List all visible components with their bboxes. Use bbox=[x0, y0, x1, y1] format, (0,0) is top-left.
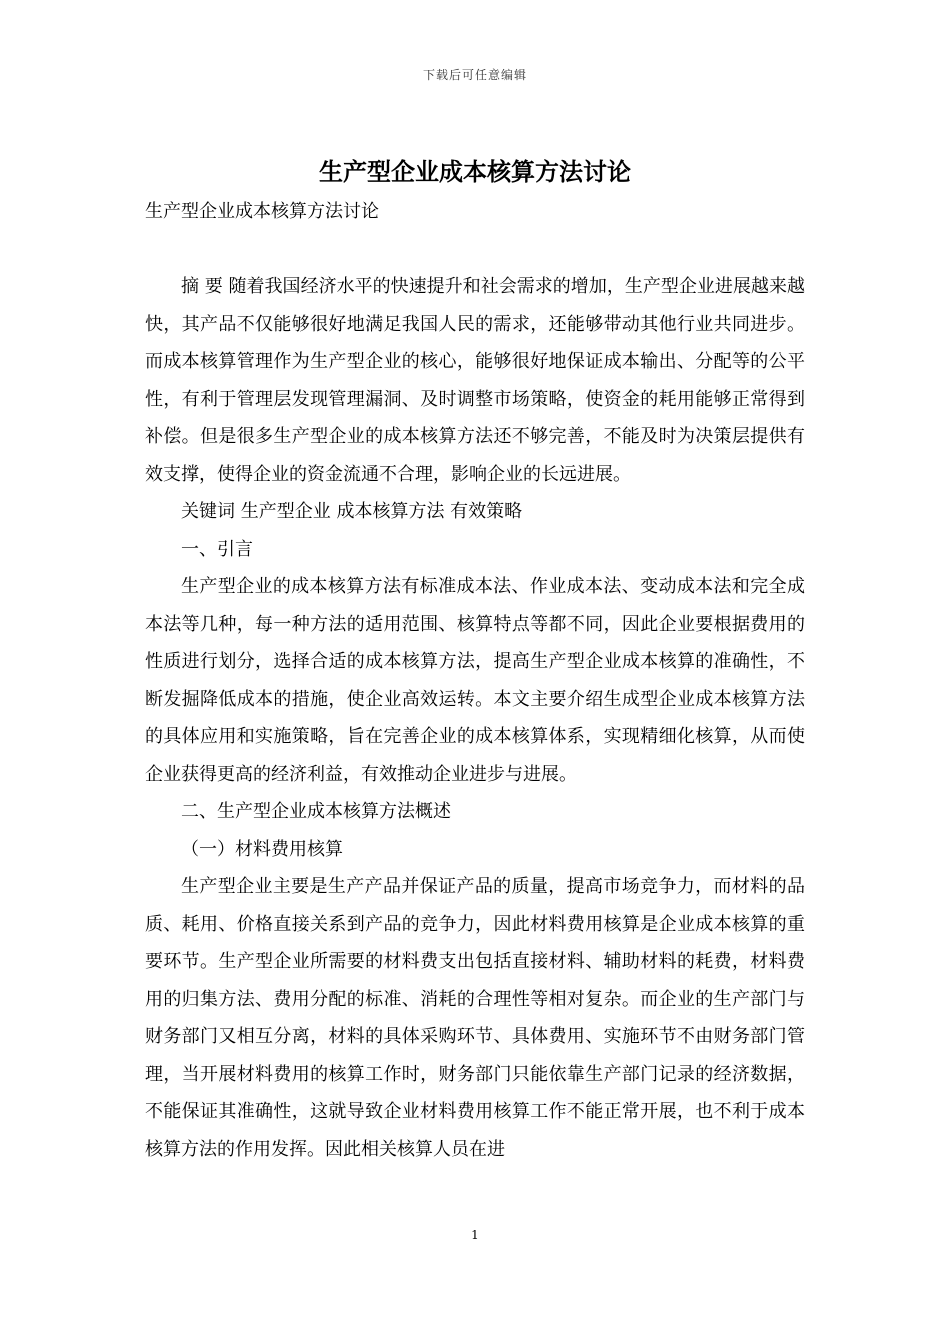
header-note: 下载后可任意编辑 bbox=[422, 68, 527, 82]
section-heading-introduction: 一、引言 bbox=[181, 538, 253, 560]
document-title: 生产型企业成本核算方法讨论 bbox=[319, 158, 631, 186]
material-cost-paragraph: 生产型企业主要是生产产品并保证产品的质量，提高市场竞争力，而材料的品质、耗用、价格直接关系到产品的竞争力，因此材料费用核算是企业成本核算的重要环节。生产型企业所需要的材料费支出包括直接材料、辅助材料的耗费，材料费用的归集方法、费用分配的标准、消耗的合理性等相对复杂。而企业的生产部门与财务部门又相互分离，材料的具体采购环节、具体费用、实施环节不由财务部门管理，当开展材料费用的核算工作时，财务部门只能依靠生产部门记录的经济数据，不能保证其准确性，这就导致企业材料费用核算工作不能正常开展，也不利于成本核算方法的作用发挥。因此相关核算人员在进 bbox=[145, 876, 805, 1160]
document-subtitle: 生产型企业成本核算方法讨论 bbox=[145, 201, 379, 222]
section-heading-overview: 二、生产型企业成本核算方法概述 bbox=[181, 801, 451, 822]
page-number: 1 bbox=[471, 1228, 479, 1242]
keywords-paragraph: 关键词 生产型企业 成本核算方法 有效策略 bbox=[181, 501, 523, 522]
introduction-paragraph: 生产型企业的成本核算方法有标准成本法、作业成本法、变动成本法和完全成本法等几种，每一种方法的适用范围、核算特点等都不同，因此企业要根据费用的性质进行划分，选择合适的成本核算方法，提高生产型企业成本核算的准确性，不断发掘降低成本的措施，使企业高效运转。本文主要介绍生成型企业成本核算方法的具体应用和实施策略，旨在完善企业的成本核算体系，实现精细化核算，从而使企业获得更高的经济利益，有效推动企业进步与进展。 bbox=[145, 576, 805, 785]
document-body bbox=[145, 268, 805, 1168]
abstract-paragraph: 摘 要 随着我国经济水平的快速提升和社会需求的增加，生产型企业进展越来越快，其产品不仅能够很好地满足我国人民的需求，还能够带动其他行业共同进步。而成本核算管理作为生产型企业的核心，能够很好地保证成本输出、分配等的公平性，有利于管理层发现管理漏洞、及时调整市场策略，使资金的耗用能够正常得到补偿。但是很多生产型企业的成本核算方法还不够完善，不能及时为决策层提供有效支撑，使得企业的资金流通不合理，影响企业的长远进展。 bbox=[145, 276, 805, 485]
subsection-heading-material-cost: （一）材料费用核算 bbox=[181, 838, 343, 860]
